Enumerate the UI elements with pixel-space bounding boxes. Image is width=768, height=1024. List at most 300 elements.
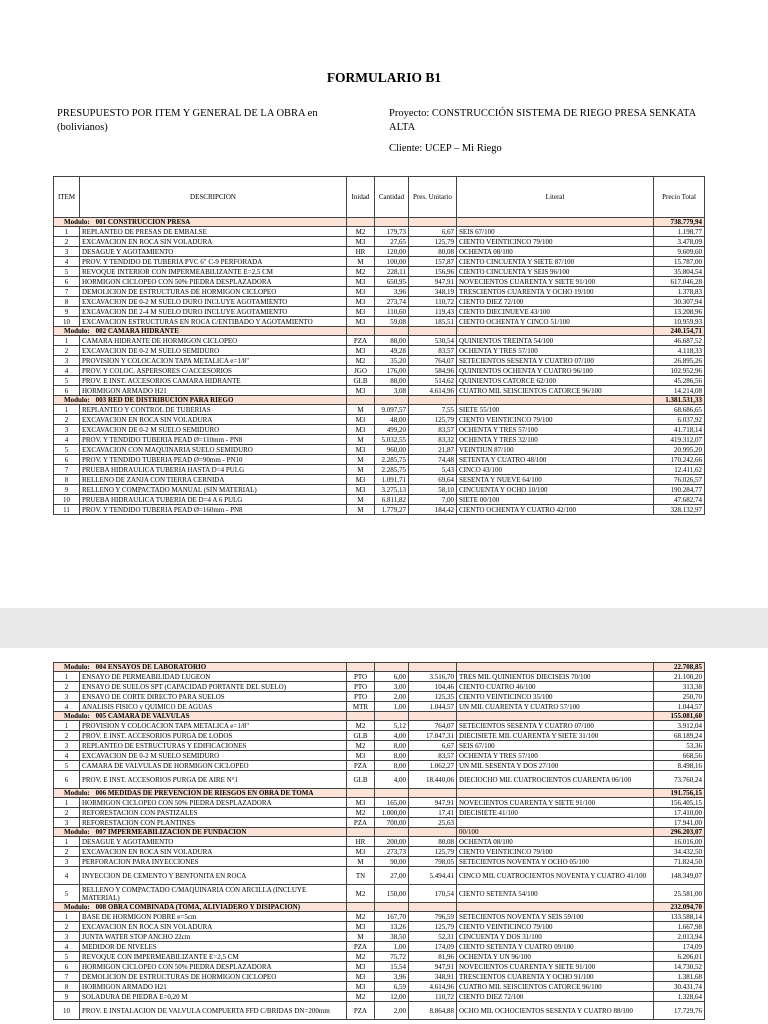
- module-empty-price: [409, 712, 457, 721]
- item-quantity: 59,08: [375, 317, 409, 327]
- item-literal: CINCO MIL CUATROCIENTOS NOVENTA Y CUATRO 41/100: [457, 867, 654, 885]
- item-number: 8: [54, 297, 80, 307]
- module-total: 155.081,60: [654, 712, 705, 721]
- module-row: [54, 396, 705, 405]
- col-literal: Literal: [457, 177, 654, 218]
- module-label-text: Modulo:: [64, 712, 90, 720]
- item-literal: SETECIENTOS NOVENTA Y OCHO 05/100: [457, 857, 654, 867]
- table-row: [54, 952, 705, 962]
- item-literal: OCHENTA Y TRES 57/100: [457, 346, 654, 356]
- module-empty-price: [409, 903, 457, 912]
- item-number: 5: [54, 761, 80, 771]
- item-number: 6: [54, 962, 80, 972]
- item-total: 16.016,00: [654, 837, 705, 847]
- item-quantity: 1.779,27: [375, 505, 409, 515]
- item-number: 2: [54, 415, 80, 425]
- item-unit: M2: [347, 885, 375, 903]
- item-total: 419.312,07: [654, 435, 705, 445]
- module-label: [54, 828, 347, 837]
- item-description: EXCAVACION EN ROCA SIN VOLADURA: [80, 847, 347, 857]
- item-unit: M2: [347, 356, 375, 366]
- item-literal: CUATRO MIL SEISCIENTOS CATORCE 96/100: [457, 982, 654, 992]
- item-unit-price: 947,91: [409, 962, 457, 972]
- module-empty-qty: [375, 712, 409, 721]
- item-number: 3: [54, 692, 80, 702]
- item-description: REPLANTEO DE PRESAS DE EMBALSE: [80, 227, 347, 237]
- item-unit: M3: [347, 847, 375, 857]
- item-unit: GLB: [347, 376, 375, 386]
- table-row: [54, 465, 705, 475]
- item-quantity: 90,00: [375, 857, 409, 867]
- item-number: 5: [54, 267, 80, 277]
- item-description: CAMARA DE VALVULAS DE HORMIGON CICLOPEO: [80, 761, 347, 771]
- module-empty-qty: [375, 903, 409, 912]
- item-total: 14.730,52: [654, 962, 705, 972]
- item-literal: CUATRO MIL SEISCIENTOS CATORCE 96/100: [457, 386, 654, 396]
- item-literal: DIECIOCHO MIL CUATROCIENTOS CUARENTA 06/100: [457, 771, 654, 789]
- item-total: 53,36: [654, 741, 705, 751]
- item-quantity: 273,73: [375, 847, 409, 857]
- item-description: EXCAVACION CON MAQUINARIA SUELO SEMIDURO: [80, 445, 347, 455]
- module-empty-unit: [347, 218, 375, 227]
- item-number: 9: [54, 307, 80, 317]
- item-literal: SETENTA Y CUATRO 48/100: [457, 455, 654, 465]
- item-literal: SETECIENTOS SESENTA Y CUATRO 07/100: [457, 356, 654, 366]
- item-literal: CIENTO SETENTA Y CUATRO 09/100: [457, 942, 654, 952]
- table-row: [54, 495, 705, 505]
- item-number: 2: [54, 237, 80, 247]
- module-row: [54, 327, 705, 336]
- item-number: 9: [54, 992, 80, 1002]
- form-title: FORMULARIO B1: [326, 70, 442, 85]
- item-quantity: 167,70: [375, 912, 409, 922]
- item-unit-price: 764,07: [409, 356, 457, 366]
- item-description: HORMIGON ARMADO H21: [80, 386, 347, 396]
- item-literal: CIENTO CINCUENTA Y SIETE 87/100: [457, 257, 654, 267]
- item-literal: DIECISIETE MIL CUARENTA Y SIETE 31/100: [457, 731, 654, 741]
- item-unit: M3: [347, 386, 375, 396]
- item-unit: M2: [347, 808, 375, 818]
- module-empty-price: [409, 327, 457, 336]
- item-number: 1: [54, 912, 80, 922]
- item-unit-price: 174,09: [409, 942, 457, 952]
- item-quantity: 12,00: [375, 992, 409, 1002]
- item-quantity: 6.811,82: [375, 495, 409, 505]
- item-unit: M2: [347, 741, 375, 751]
- table-row: [54, 356, 705, 366]
- item-number: 3: [54, 741, 80, 751]
- item-total: 47.682,74: [654, 495, 705, 505]
- budget-table-page-1: [53, 176, 705, 515]
- item-quantity: 3,00: [375, 682, 409, 692]
- item-unit: M2: [347, 992, 375, 1002]
- item-literal: CIENTO SETENTA 54/100: [457, 885, 654, 903]
- item-unit: M3: [347, 982, 375, 992]
- module-total: 738.779,94: [654, 218, 705, 227]
- item-description: PROV. E INST. ACCESORIOS PURGA DE AIRE N°1: [80, 771, 347, 789]
- item-total: 3.912,04: [654, 721, 705, 731]
- item-quantity: 5.032,55: [375, 435, 409, 445]
- table-row: [54, 455, 705, 465]
- item-number: 3: [54, 932, 80, 942]
- table-row: [54, 932, 705, 942]
- module-label: [54, 218, 347, 227]
- module-literal: [457, 327, 654, 336]
- item-literal: CINCO 43/100: [457, 465, 654, 475]
- item-quantity: 3,96: [375, 287, 409, 297]
- item-total: 6.206,01: [654, 952, 705, 962]
- item-unit-price: 83,32: [409, 435, 457, 445]
- item-number: 2: [54, 682, 80, 692]
- item-unit-price: 530,54: [409, 336, 457, 346]
- item-unit: M3: [347, 922, 375, 932]
- item-number: 10: [54, 495, 80, 505]
- item-quantity: 48,00: [375, 415, 409, 425]
- table-row: [54, 267, 705, 277]
- item-number: 10: [54, 317, 80, 327]
- item-literal: OCHENTA Y TRES 57/100: [457, 425, 654, 435]
- item-unit-price: 125,79: [409, 415, 457, 425]
- item-literal: OCHENTA Y UN 96/100: [457, 952, 654, 962]
- module-empty-unit: [347, 789, 375, 798]
- item-literal: SEIS 67/100: [457, 227, 654, 237]
- item-unit: PZA: [347, 336, 375, 346]
- item-total: 170.242,66: [654, 455, 705, 465]
- item-quantity: 100,00: [375, 257, 409, 267]
- item-description: EXCAVACION DE 2-4 M SUELO DURO INCLUYE AGOTAMIENTO: [80, 307, 347, 317]
- module-label-text: Modulo:: [64, 828, 90, 836]
- table-row: [54, 912, 705, 922]
- table-row: [54, 257, 705, 267]
- item-unit: HR: [347, 837, 375, 847]
- item-total: 17.410,00: [654, 808, 705, 818]
- item-description: PRUEBA HIDRAULICA TUBERIA HASTA D=4 PULG: [80, 465, 347, 475]
- table-header: [54, 177, 705, 218]
- module-label: [54, 712, 347, 721]
- item-number: 5: [54, 952, 80, 962]
- item-total: 174,09: [654, 942, 705, 952]
- item-number: 10: [54, 1002, 80, 1020]
- item-quantity: 9.097,57: [375, 405, 409, 415]
- item-total: 1.378,83: [654, 287, 705, 297]
- module-label: [54, 789, 347, 798]
- item-literal: CINCUENTA Y OCHO 10/100: [457, 485, 654, 495]
- item-unit-price: 110,72: [409, 992, 457, 1002]
- item-unit: M3: [347, 475, 375, 485]
- item-unit-price: 52,31: [409, 932, 457, 942]
- item-literal: OCHENTA Y TRES 32/100: [457, 435, 654, 445]
- item-quantity: 27,00: [375, 867, 409, 885]
- item-unit-price: 83,57: [409, 751, 457, 761]
- item-literal: CIENTO VEINTICINCO 79/100: [457, 847, 654, 857]
- item-quantity: 499,20: [375, 425, 409, 435]
- item-unit: M3: [347, 798, 375, 808]
- item-total: 3.478,09: [654, 237, 705, 247]
- budget-table-page-2: [53, 662, 705, 1020]
- item-total: 41.718,14: [654, 425, 705, 435]
- module-empty-price: [409, 828, 457, 837]
- item-unit-price: 17.047,31: [409, 731, 457, 741]
- module-literal: [457, 396, 654, 405]
- item-unit: GLB: [347, 731, 375, 741]
- client-name: Cliente: UCEP – Mi Riego: [389, 143, 502, 154]
- item-number: 7: [54, 972, 80, 982]
- item-number: 1: [54, 721, 80, 731]
- module-empty-unit: [347, 327, 375, 336]
- item-literal: NOVECIENTOS CUARENTA Y SIETE 91/100: [457, 798, 654, 808]
- module-literal: [457, 712, 654, 721]
- item-unit-price: 104,46: [409, 682, 457, 692]
- module-empty-unit: [347, 828, 375, 837]
- table-row: [54, 741, 705, 751]
- item-description: REVOQUE CON IMPERMEABILIZANTE E=2,5 CM: [80, 952, 347, 962]
- item-unit-price: 69,64: [409, 475, 457, 485]
- item-description: ENSAYO DE CORTE DIRECTO PARA SUELOS: [80, 692, 347, 702]
- item-unit: M: [347, 932, 375, 942]
- table-row: [54, 307, 705, 317]
- item-total: 2.013,94: [654, 932, 705, 942]
- table-row: [54, 798, 705, 808]
- item-literal: QUINIENTOS OCHENTA Y CUATRO 96/100: [457, 366, 654, 376]
- item-number: 4: [54, 257, 80, 267]
- table-row: [54, 761, 705, 771]
- table-row: [54, 867, 705, 885]
- module-literal: 00/100: [457, 828, 654, 837]
- table-row: [54, 376, 705, 386]
- item-total: 76.026,57: [654, 475, 705, 485]
- item-unit: M: [347, 405, 375, 415]
- item-total: 6.037,92: [654, 415, 705, 425]
- item-description: PROV. Y TENDIDO DE TUBERIA PVC 6" C-9 PERFORADA: [80, 257, 347, 267]
- item-description: SOLADURA DE PIEDRA E=0,20 M: [80, 992, 347, 1002]
- item-unit: M: [347, 465, 375, 475]
- table-row: [54, 505, 705, 515]
- col-quantity: Cantidad: [375, 177, 409, 218]
- module-empty-price: [409, 663, 457, 672]
- table-row: [54, 227, 705, 237]
- item-unit-price: 348,19: [409, 287, 457, 297]
- table-row: [54, 425, 705, 435]
- item-literal: QUINIENTOS TREINTA 54/100: [457, 336, 654, 346]
- module-empty-qty: [375, 218, 409, 227]
- table-row: [54, 317, 705, 327]
- item-description: EXCAVACION EN ROCA SIN VOLADURA: [80, 922, 347, 932]
- item-quantity: 110,60: [375, 307, 409, 317]
- item-description: MEDIDOR DE NIVELES: [80, 942, 347, 952]
- item-literal: VEINTIUN 87/100: [457, 445, 654, 455]
- item-number: 8: [54, 475, 80, 485]
- item-description: EXCAVACION DE 0-2 M SUELO SEMIDURO: [80, 751, 347, 761]
- item-description: DEMOLICION DE ESTRUCTURAS DE HORMIGON CICLOPEO: [80, 287, 347, 297]
- module-empty-qty: [375, 789, 409, 798]
- item-total: 148.349,07: [654, 867, 705, 885]
- item-total: 9.609,60: [654, 247, 705, 257]
- item-unit-price: 157,87: [409, 257, 457, 267]
- item-description: EXCAVACION EN ROCA SIN VOLADURA: [80, 237, 347, 247]
- item-total: 10.959,93: [654, 317, 705, 327]
- item-unit-price: 6,67: [409, 227, 457, 237]
- item-literal: SETECIENTOS SESENTA Y CUATRO 07/100: [457, 721, 654, 731]
- item-description: JUNTA WATER STOP ANCHO 22cm: [80, 932, 347, 942]
- item-total: 68.686,65: [654, 405, 705, 415]
- item-description: EXCAVACION DE 0-2 M SUELO SEMIDURO: [80, 346, 347, 356]
- item-unit: PTO: [347, 682, 375, 692]
- item-literal: OCHENTA Y TRES 57/100: [457, 751, 654, 761]
- item-unit-price: 110,72: [409, 297, 457, 307]
- item-literal: OCHO MIL OCHOCIENTOS SESENTA Y CUATRO 88/100: [457, 1002, 654, 1020]
- item-total: 26.895,26: [654, 356, 705, 366]
- table-row: [54, 818, 705, 828]
- item-number: 8: [54, 982, 80, 992]
- table-row: [54, 366, 705, 376]
- item-unit: M2: [347, 721, 375, 731]
- item-unit: M3: [347, 307, 375, 317]
- item-quantity: 88,00: [375, 336, 409, 346]
- item-total: 12.411,62: [654, 465, 705, 475]
- table-row: [54, 837, 705, 847]
- item-unit-price: 125,79: [409, 922, 457, 932]
- item-total: 1.044,57: [654, 702, 705, 712]
- module-label: [54, 396, 347, 405]
- item-unit-price: 8.864,88: [409, 1002, 457, 1020]
- item-quantity: 3,08: [375, 386, 409, 396]
- table-row: [54, 445, 705, 455]
- item-description: EXCAVACION ESTRUCTURAS EN ROCA C/ENTIBADO Y AGOTAMIENTO: [80, 317, 347, 327]
- item-unit-price: 4.614,96: [409, 386, 457, 396]
- item-unit-price: 5.494,41: [409, 867, 457, 885]
- item-quantity: 1.091,71: [375, 475, 409, 485]
- item-number: 5: [54, 885, 80, 903]
- item-number: 4: [54, 751, 80, 761]
- item-number: 1: [54, 336, 80, 346]
- item-unit: M: [347, 455, 375, 465]
- module-row: [54, 789, 705, 798]
- table-row: [54, 692, 705, 702]
- item-literal: CIENTO CUATRO 46/100: [457, 682, 654, 692]
- item-literal: CIENTO OCHENTA Y CINCO 51/100: [457, 317, 654, 327]
- module-empty-unit: [347, 663, 375, 672]
- item-unit: PZA: [347, 1002, 375, 1020]
- item-unit: M2: [347, 267, 375, 277]
- item-number: 5: [54, 376, 80, 386]
- table-row: [54, 672, 705, 682]
- item-unit-price: 185,51: [409, 317, 457, 327]
- col-unit: Inidad: [347, 177, 375, 218]
- item-description: REFORESTACION CON PASTIZALES: [80, 808, 347, 818]
- table-row: [54, 922, 705, 932]
- item-quantity: 273,74: [375, 297, 409, 307]
- item-quantity: 15,54: [375, 962, 409, 972]
- item-number: 2: [54, 346, 80, 356]
- item-description: PROVISION Y COLOCACION TAPA METALICA e=1/8": [80, 721, 347, 731]
- item-unit: M3: [347, 287, 375, 297]
- table-row: [54, 702, 705, 712]
- table-row: [54, 992, 705, 1002]
- item-literal: TRESCIENTOS CUARENTA Y OCHO 91/100: [457, 972, 654, 982]
- item-unit-price: 798,05: [409, 857, 457, 867]
- item-total: 617.046,28: [654, 277, 705, 287]
- item-unit: MTR: [347, 702, 375, 712]
- item-description: PROV. E INST. ACCESORIOS CAMARA HIDRANTE: [80, 376, 347, 386]
- item-unit: M2: [347, 227, 375, 237]
- module-literal: [457, 903, 654, 912]
- item-total: 15.787,00: [654, 257, 705, 267]
- item-number: 11: [54, 505, 80, 515]
- item-literal: OCHENTA 08/100: [457, 247, 654, 257]
- item-description: PROV. Y TENDIDO TUBERIA PEAD Ø=90mm - PN10: [80, 455, 347, 465]
- item-unit-price: 80,08: [409, 247, 457, 257]
- table-row: [54, 751, 705, 761]
- item-unit: M3: [347, 317, 375, 327]
- item-unit-price: 7,00: [409, 495, 457, 505]
- item-quantity: 179,73: [375, 227, 409, 237]
- item-unit: PTO: [347, 692, 375, 702]
- module-label-text: Modulo:: [64, 218, 90, 226]
- table-row: [54, 247, 705, 257]
- item-quantity: 960,00: [375, 445, 409, 455]
- item-number: 3: [54, 356, 80, 366]
- table-row: [54, 962, 705, 972]
- module-row: [54, 663, 705, 672]
- project-name: Proyecto: CONSTRUCCIÓN SISTEMA DE RIEGO PRESA SENKATA ALTA: [389, 108, 696, 133]
- item-total: 30.307,94: [654, 297, 705, 307]
- module-empty-price: [409, 789, 457, 798]
- table-row: [54, 237, 705, 247]
- module-total: 296.203,07: [654, 828, 705, 837]
- item-unit-price: 125,79: [409, 847, 457, 857]
- item-literal: CIENTO DIEZ 72/100: [457, 992, 654, 1002]
- item-unit-price: 796,59: [409, 912, 457, 922]
- table-row: [54, 297, 705, 307]
- table-row: [54, 287, 705, 297]
- item-description: RELLENO DE ZANJA CON TIERRA CERNIDA: [80, 475, 347, 485]
- item-number: 6: [54, 277, 80, 287]
- item-literal: DIECISIETE 41/100: [457, 808, 654, 818]
- item-description: EXCAVACION DE 0-2 M SUELO DURO INCLUYE AGOTAMIENTO: [80, 297, 347, 307]
- item-number: 1: [54, 405, 80, 415]
- item-total: 1.381,68: [654, 972, 705, 982]
- item-number: 3: [54, 247, 80, 257]
- item-quantity: 200,00: [375, 837, 409, 847]
- item-number: 1: [54, 837, 80, 847]
- item-unit-price: 1.062,27: [409, 761, 457, 771]
- item-unit-price: 348,91: [409, 972, 457, 982]
- item-literal: SEIS 67/100: [457, 741, 654, 751]
- item-unit-price: 6,67: [409, 741, 457, 751]
- item-literal: SESENTA Y NUEVE 64/100: [457, 475, 654, 485]
- item-unit: M: [347, 505, 375, 515]
- item-quantity: 8,00: [375, 741, 409, 751]
- item-number: 2: [54, 731, 80, 741]
- item-total: 1.667,98: [654, 922, 705, 932]
- item-literal: TRESCIENTOS CUARENTA Y OCHO 19/100: [457, 287, 654, 297]
- item-quantity: 150,00: [375, 885, 409, 903]
- item-quantity: 2.285,75: [375, 465, 409, 475]
- item-total: 14.214,08: [654, 386, 705, 396]
- item-unit: M3: [347, 972, 375, 982]
- table-row: [54, 475, 705, 485]
- item-unit-price: 25,63: [409, 818, 457, 828]
- item-description: DEMOLICION DE ESTRUCTURAS DE HORMIGON CICLOPEO: [80, 972, 347, 982]
- table-row: [54, 857, 705, 867]
- item-unit-price: 5,43: [409, 465, 457, 475]
- item-unit: M3: [347, 346, 375, 356]
- item-total: 46.687,52: [654, 336, 705, 346]
- item-quantity: 88,00: [375, 376, 409, 386]
- item-total: 133.588,14: [654, 912, 705, 922]
- table-row: [54, 405, 705, 415]
- module-name: 007 IMPERMEABILIZACION DE FUNDACION: [95, 828, 247, 836]
